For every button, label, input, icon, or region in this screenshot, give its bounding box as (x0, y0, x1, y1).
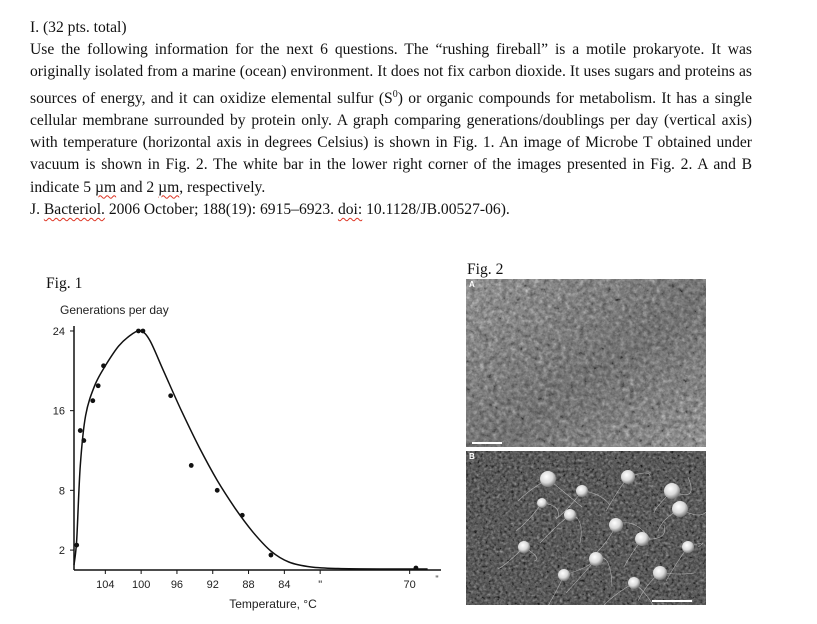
unit-micrometer-1: µm (94, 178, 117, 196)
coccus-cell (518, 541, 530, 553)
data-points (74, 329, 418, 571)
x-tick-label: 84 (278, 579, 291, 591)
y-tick-label: 24 (52, 325, 65, 338)
x-tick-label: 88 (242, 579, 255, 591)
micrograph-panel-a (466, 279, 706, 447)
x-tick-label: 70 (403, 579, 416, 591)
data-point (78, 428, 83, 433)
coccus-cell (621, 470, 635, 484)
y-ticks (53, 326, 74, 557)
citation-text-3: 10.1128/JB.00527-06). (362, 200, 510, 218)
fit-curve (74, 331, 428, 569)
body-text-4: , respectively. (179, 178, 266, 196)
coccus-cell (628, 577, 640, 589)
x-axis-break-mark: " (435, 574, 439, 584)
question-body (30, 39, 752, 199)
panel-a-label: A (469, 280, 475, 289)
coccus-cell (609, 518, 623, 532)
coccus-cell (653, 566, 667, 580)
body-text-3: and 2 (116, 178, 159, 196)
question-header: I. (32 pts. total) (30, 19, 127, 36)
citation (30, 199, 752, 221)
coccus-cell (682, 541, 694, 553)
coccus-cell (664, 483, 680, 499)
data-point (141, 329, 146, 334)
micrograph-panel-b (466, 451, 706, 605)
panel-b-label: B (469, 452, 475, 461)
body-text-2: ) or organic compounds for metabolism. It has a single cellular membrane surrounded by protein only. A graph comparing generations/doublings per day (vertical axis) with temperature (horizontal axis in degrees Celsius) is shown in Fig. 1. An image of Microbe T obtained under vacuum is shown in Fig. 2. The white bar in the lower right corner of the images presented in Fig. 2. A and B indicate 5 (30, 89, 752, 196)
citation-text-1: J. (30, 200, 44, 218)
micrograph-a-image (466, 279, 706, 447)
micrograph-b-image (466, 451, 706, 605)
coccus-cell (672, 501, 688, 517)
scale-bar-a (472, 442, 502, 444)
data-point (240, 513, 245, 518)
data-point (90, 398, 95, 403)
data-point (168, 393, 173, 398)
data-point (74, 543, 79, 548)
data-point (81, 438, 86, 443)
growth-chart (40, 298, 445, 618)
question-text (30, 17, 752, 221)
figure2-caption: Fig. 2 (467, 261, 504, 278)
data-point (269, 553, 274, 558)
coccus-cell (540, 471, 556, 487)
body-text-1: Use the following information for the next 6 questions. The “rushing fireball” is a motile prokaryote. It was originally isolated from a marine (ocean) environment. It does not fix carbon dioxide. It uses sugars and proteins as sources of energy, and it can oxidize elemental sulfur (S (30, 41, 752, 107)
data-point (189, 463, 194, 468)
citation-doi-label: doi: (337, 200, 363, 218)
data-point (215, 488, 220, 493)
coccus-cell (537, 498, 547, 508)
coccus-cell (576, 485, 588, 497)
data-point (414, 566, 419, 571)
scale-bar-b (652, 600, 692, 602)
x-tick-label: 100 (131, 579, 151, 591)
micrograph-figure (466, 279, 706, 605)
x-ticks (96, 570, 438, 591)
x-tick-label: " (318, 579, 323, 591)
y-tick-label: 8 (58, 485, 65, 498)
figure1-caption: Fig. 1 (46, 275, 83, 292)
data-point (96, 383, 101, 388)
data-point (101, 363, 106, 368)
y-tick-label: 16 (52, 405, 65, 418)
chart-axes (74, 326, 441, 570)
y-axis-label: Generations per day (60, 303, 169, 317)
y-tick-label: 2 (58, 545, 65, 558)
superscript-zero: 0 (392, 88, 398, 100)
coccus-cell (558, 569, 570, 581)
x-axis-label: Temperature, °C (229, 597, 317, 611)
x-tick-label: 92 (206, 579, 219, 591)
coccus-cell (564, 509, 576, 521)
coccus-cell (589, 552, 603, 566)
unit-micrometer-2: µm (158, 178, 180, 196)
citation-journal: Bacteriol. (43, 200, 105, 218)
citation-text-2: 2006 October; 188(19): 6915–6923. (104, 200, 338, 218)
data-point (136, 329, 141, 334)
x-tick-label: 96 (170, 579, 184, 591)
coccus-cell (635, 532, 649, 546)
x-tick-label: 104 (96, 579, 115, 591)
